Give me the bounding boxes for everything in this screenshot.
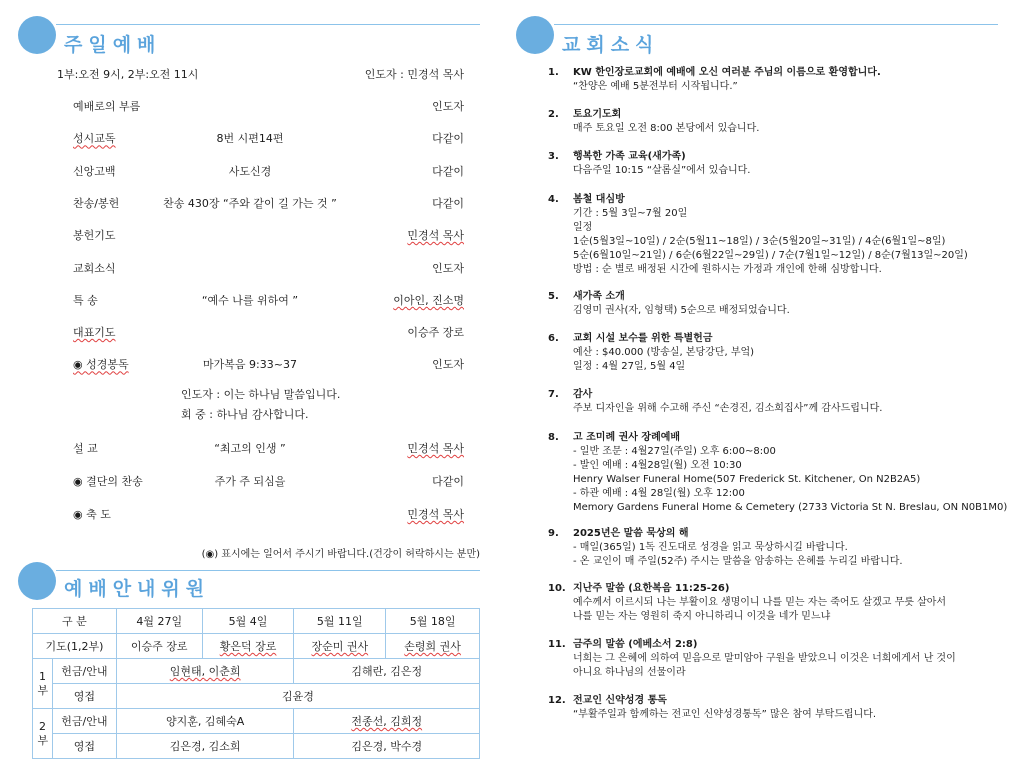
order-item-name: 예배로의 부름 [73,100,141,113]
guide-prayer-row: 기도(1,2부) 이승주 장로 황은덕 장로 장순미 권사 손령희 권사 [33,634,480,659]
order-row [0,356,500,374]
news-item-title: 감사 [573,389,593,400]
order-row [0,130,500,148]
guide-title: 예배안내위원 [64,578,211,600]
right-column [508,0,1024,781]
worship-header-line [56,24,480,25]
news-item-title: KW 한인장로교회에 예배에 오신 여러분 주님의 이름으로 환영합니다. [573,67,881,78]
guide-header-circle [18,562,56,600]
standing-note: (◉) 표시에는 일어서 주시기 바랍니다.(건강이 허락하시는 분만) [201,549,480,560]
news-item-line: “부활주일과 함께하는 전교인 신약성경통독” 많은 참여 부탁드립니다. [573,709,877,720]
guide-part2-greet-row: 영접 김은경, 김소희 김은경, 박수경 [33,734,480,759]
worship-leader: 인도자 : 민경석 목사 [364,68,464,81]
news-item-line: Henry Walser Funeral Home(507 Frederick St. Kitchener, On N2B2A5) [573,474,921,485]
order-item-name: 설 교 [73,442,98,455]
order-item-name: 특 송 [73,293,98,307]
news-item-line: 기간 : 5월 3일~7월 20일 [573,208,688,219]
order-row [0,324,500,342]
news-item-line: 아니요 하나님의 선물이라 [573,667,686,678]
worship-header-circle [18,16,56,54]
response-congregation: 회 중 : 하나님 감사합니다. [181,408,309,421]
order-item-name: 교회소식 [73,261,116,275]
news-item-title: 행복한 가족 교육(새가족) [573,151,686,162]
news-item-number: 1. [548,67,559,78]
guide-part2-usher-row: 2부 헌금/안내 양지훈, 김혜숙A 전종선, 김희정 [33,709,480,734]
news-item-title: 지난주 말씀 (요한복음 11:25-26) [573,583,730,594]
order-row [0,163,500,181]
news-item-line: 일정 : 4월 27일, 5월 4일 [573,361,686,372]
news-item-number: 2. [548,109,559,120]
order-item-detail: 8번 시편14편 [216,132,284,146]
order-item-name: 성시교독 [73,132,116,146]
news-item-line: - 매일(365일) 1독 진도대로 성경을 읽고 묵상하시길 바랍니다. [573,542,848,553]
order-item-leader: 다같이 [432,132,464,146]
order-row [0,440,500,458]
news-item-line: 방법 : 순 별로 배정된 시간에 원하시는 가정과 개인에 한해 심방합니다. [573,264,882,275]
order-item-detail: 사도신경 [228,164,272,178]
order-row [0,195,500,213]
news-item-number: 12. [548,695,566,706]
news-item-line: 일정 [573,222,593,233]
news-item-number: 5. [548,291,559,302]
guide-header-line [56,570,480,571]
worship-header [0,14,500,64]
news-item-title: 2025년은 말씀 묵상의 해 [573,528,689,539]
news-item-line: - 온 교인이 매 주일(52주) 주시는 말씀을 암송하는 은혜를 누리길 바랍니다. [573,556,903,567]
guide-part1-greet-row: 영접 김윤경 [33,684,480,709]
news-item-line: - 일반 조문 : 4월27일(주일) 오후 6:00~8:00 [573,446,776,457]
news-item-line: - 하관 예배 : 4월 28일(월) 오후 12:00 [573,488,745,499]
order-item-leader: 인도자 [432,100,464,113]
news-item-line: 예산 : $40.000 (방송실, 본당강단, 부엌) [573,347,755,358]
news-item-title: 새가족 소개 [573,291,625,302]
news-item-number: 8. [548,432,559,443]
news-item-number: 9. [548,528,559,539]
news-item-number: 3. [548,151,559,162]
order-item-name: ◉ 성경봉독 [73,358,129,372]
order-item-leader: 다같이 [432,164,464,178]
news-item-line: 매주 토요일 오전 8:00 본당에서 있습니다. [573,123,760,134]
service-times: 1부:오전 9시, 2부:오전 11시 [57,68,199,81]
order-item-detail: 주가 주 되심을 [214,475,286,488]
order-item-detail: 찬송 430장 “주와 같이 길 가는 것 ” [163,196,337,210]
order-item-name: 찬송/봉헌 [73,196,120,210]
order-item-name: 봉헌기도 [73,229,116,243]
order-row [0,260,500,278]
worship-title: 주일예배 [64,34,162,56]
order-item-name: ◉ 결단의 찬송 [73,475,143,488]
news-item-title: 금주의 말씀 (에베소서 2:8) [573,639,698,650]
order-item-leader: 인도자 [432,358,464,372]
service-times-row [0,66,500,84]
order-row [0,292,500,310]
order-row [0,473,500,491]
order-item-leader: 민경석 목사 [407,508,464,521]
order-row [0,98,500,116]
order-item-leader: 이아인, 진소명 [393,293,464,307]
order-item-name: 대표기도 [73,326,116,340]
order-item-leader: 인도자 [432,261,464,275]
news-item-title: 전교인 신약성경 통독 [573,695,667,706]
news-item-line: “찬양은 예배 5분전부터 시작됩니다.” [573,81,738,92]
order-item-detail: 마가복음 9:33~37 [203,358,297,372]
guide-table [32,608,480,759]
order-item-detail: “최고의 인생 ” [214,442,286,455]
news-item-line: 너희는 그 은혜에 의하여 믿음으로 말미암아 구원을 받았으니 이것은 너희에게서 난 것이 [573,653,956,664]
news-header-line [554,24,998,25]
news-item-line: 주보 디자인을 위해 수고해 주신 “손경진, 김소희집사”께 감사드립니다. [573,403,883,414]
news-header [508,14,1024,64]
news-item-number: 11. [548,639,566,650]
news-item-title: 교회 시설 보수를 위한 특별헌금 [573,333,713,344]
guide-part1-usher-row: 1부 헌금/안내 임현태, 이춘희 김해란, 김은정 [33,659,480,684]
order-item-name: ◉ 축 도 [73,508,111,521]
order-item-leader: 이승주 장로 [407,326,464,340]
news-item-title: 토요기도회 [573,109,622,120]
order-row [0,227,500,245]
news-item-number: 7. [548,389,559,400]
guide-header-row: 구 분 4월 27일 5월 4일 5월 11일 5월 18일 [33,609,480,634]
news-item-title: 고 조미례 권사 장례예배 [573,432,681,443]
order-item-leader: 다같이 [432,475,464,488]
news-item-line: 5순(6월10일~21일) / 6순(6월22일~29일) / 7순(7월1일~12일) / 8순(7월13일~20일) [573,250,968,261]
news-header-circle [516,16,554,54]
order-item-leader: 민경석 목사 [407,229,464,243]
news-item-number: 6. [548,333,559,344]
order-item-name: 신앙고백 [73,164,116,178]
news-item-line: Memory Gardens Funeral Home & Cemetery (2733 Victoria St N. Breslau, ON N0B1M0) [573,502,1008,513]
news-item-line: 1순(5월3일~10일) / 2순(5월11~18일) / 3순(5월20일~31일) / 4순(6월1일~8일) [573,236,946,247]
news-item-title: 봄철 대심방 [573,194,625,205]
news-item-line: - 발인 예배 : 4월28일(월) 오전 10:30 [573,460,742,471]
guide-header [0,560,500,610]
news-title: 교회소식 [562,34,660,56]
news-item-number: 4. [548,194,559,205]
order-item-leader: 다같이 [432,196,464,210]
news-item-number: 10. [548,583,566,594]
news-item-line: 김영미 권사(자, 임형택) 5순으로 배정되었습니다. [573,305,790,316]
news-item-line: 다음주일 10:15 “살롬실”에서 있습니다. [573,165,751,176]
order-item-leader: 민경석 목사 [407,442,464,455]
order-item-detail: “예수 나를 위하여 ” [201,293,299,307]
news-item-line: 나를 믿는 자는 영원히 죽지 아니하리니 이것을 네가 믿느냐 [573,611,831,622]
news-item-line: 예수께서 이르시되 나는 부활이요 생명이니 나를 믿는 자는 죽어도 살겠고 무릇 살아서 [573,597,947,608]
response-leader: 인도자 : 이는 하나님 말씀입니다. [181,388,341,401]
order-row [0,506,500,524]
